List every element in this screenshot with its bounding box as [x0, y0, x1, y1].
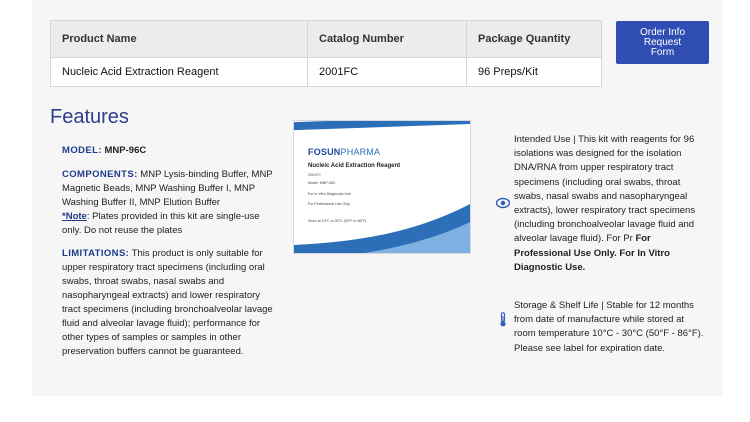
thermometer-icon	[499, 312, 507, 327]
box-storage: Store at 10°C to 30°C (50°F to 86°F)	[308, 219, 367, 223]
order-button-line: Request	[643, 36, 682, 48]
components-label: COMPONENTS:	[62, 168, 138, 180]
box-wave-graphic	[294, 193, 471, 253]
features-heading: Features	[50, 106, 129, 128]
limitations-label: LIMITATIONS:	[62, 248, 130, 260]
components-text: MNP Lysis-binding Buffer, MNP Magnetic Beads, MNP Washing Buffer I, MNP Washing Buffer II, MNP Elution Buffer	[62, 168, 273, 208]
order-button-line: Order Info	[639, 26, 686, 38]
storage-paragraph: Storage & Shelf Life | Stable for 12 months from date of manufacture while stored at room temperature 10°C - 30°C (50°F - 86°F). Please see label for expiration date.	[514, 300, 704, 354]
eye-icon	[496, 197, 510, 209]
column-header: Product Name	[51, 21, 308, 58]
product-box-image	[293, 120, 471, 254]
box-brand-logo	[308, 147, 380, 157]
table-row	[51, 58, 602, 87]
order-button-line: Form	[650, 46, 675, 58]
product-table	[50, 20, 602, 87]
limitations-paragraph	[62, 247, 274, 358]
table-cell: 2001FC	[308, 58, 467, 87]
note-text: : Plates provided in this kit are single-use only. Do not reuse the plates	[62, 210, 260, 236]
note-asterisk: *	[62, 210, 66, 222]
product-info-column	[514, 133, 706, 356]
brand-rest: PHARMA	[340, 147, 381, 157]
note-paragraph	[62, 210, 274, 238]
model-paragraph	[62, 144, 274, 158]
box-top-stripe	[293, 120, 471, 131]
table-cell: Nucleic Acid Extraction Reagent	[51, 58, 308, 87]
model-label: MODEL:	[62, 145, 102, 156]
intended-use-paragraph	[514, 133, 706, 275]
column-header: Package Quantity	[467, 21, 602, 58]
order-info-request-form-button[interactable]	[616, 21, 709, 64]
intended-use-text: Intended Use | This kit with reagents for 96 isolations was designed for the isolation DNA/RNA from upper respiratory tract specimens (including oral swabs, throat swabs, nasal swabs and nasopharyngeal extracts), lower respiratory tract specimens (including bronchoalveolar lavage fluid and alveolar lavage fluid). For Pr	[514, 134, 696, 245]
brand-bold: FOSUN	[308, 147, 341, 157]
limitations-text: This product is only suitable for upper respiratory tract specimens (including oral swabs, throat swabs, nasal swabs and nasopharyngeal extracts) and lower respiratory tract specimens (including bronchoalveolar lavage fluid and alveolar lavage fluid); performance for other types of samples or samples in other preservation buffers cannot be guaranteed.	[62, 248, 273, 357]
table-cell: 96 Preps/Kit	[467, 58, 602, 87]
box-ivd: For In Vitro Diagnostic Use	[308, 192, 351, 196]
table-header-row	[51, 21, 602, 58]
column-header: Catalog Number	[308, 21, 467, 58]
model-value: MNP-96C	[104, 145, 147, 156]
box-professional: For Professional Use Only	[308, 202, 350, 206]
box-catalog: 2001FC	[308, 173, 321, 177]
box-model: Model: MNP-96C	[308, 181, 336, 185]
intended-use-bold: For Professional Use Only. For In Vitro Diagnostic Use.	[514, 233, 670, 273]
box-product-name: Nucleic Acid Extraction Reagent	[308, 163, 401, 169]
note-label: Note	[65, 210, 87, 222]
features-details	[62, 144, 274, 369]
components-paragraph	[62, 168, 274, 210]
